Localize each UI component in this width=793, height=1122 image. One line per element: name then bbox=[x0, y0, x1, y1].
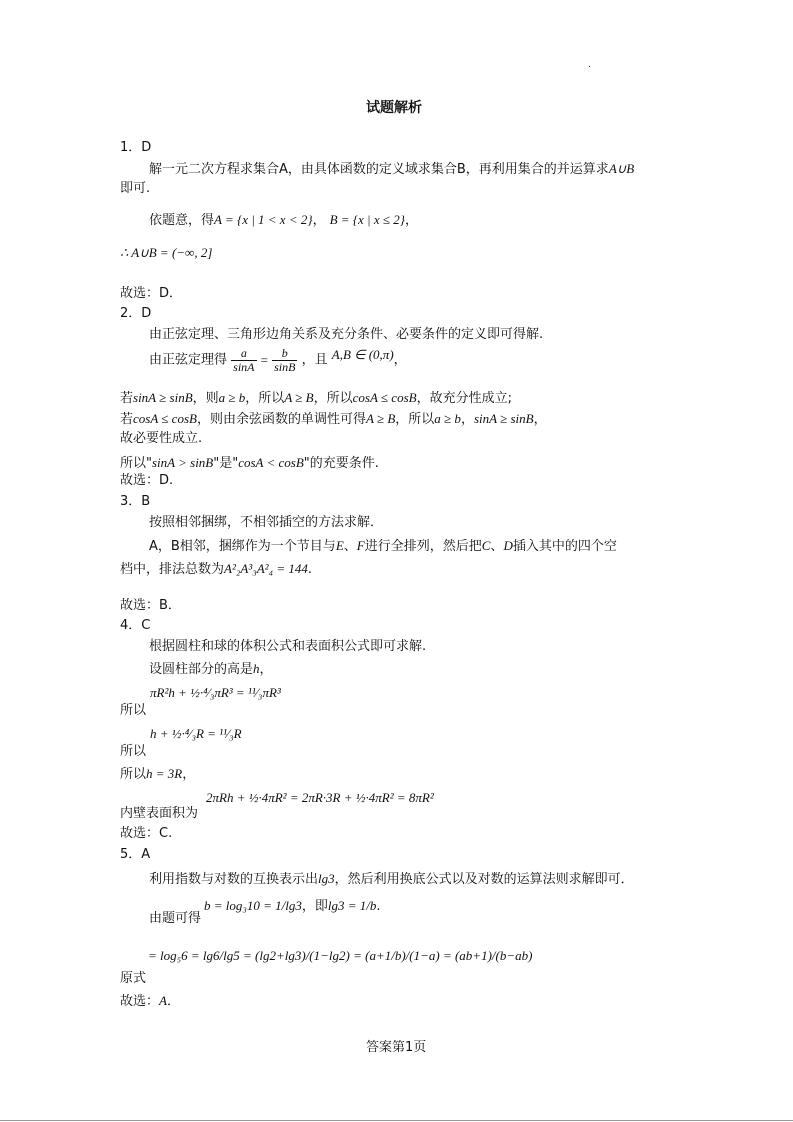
q2-row1 bbox=[120, 390, 512, 407]
q4-number: 4．C bbox=[120, 618, 151, 633]
q2-row4-math2: cosA < cosB bbox=[238, 455, 304, 470]
q2-line2-math: A,B ∈ (0,π) bbox=[331, 347, 394, 362]
q4-step3-end: ， bbox=[182, 767, 196, 782]
q1-line3-text: 依题意，得 bbox=[149, 213, 215, 228]
q4-step1-math: πR²h + ½·⁴⁄₃πR³ = ¹¹⁄₃πR³ bbox=[150, 685, 281, 700]
q4-step4-math: 2πRh + ½·4πR² = 2πR·3R + ½·4πR² = 8πR² bbox=[206, 790, 434, 805]
q2-row4-math1: sinA > sinB bbox=[151, 455, 214, 470]
q2-row1-math3: A ≥ B bbox=[284, 390, 314, 405]
q5-line2-math1: b = log₃10 = 1/lg3 bbox=[204, 898, 302, 913]
q2-row3: 故必要性成立. bbox=[120, 431, 203, 446]
q5-answer-math: A bbox=[159, 993, 167, 1008]
q4-step3 bbox=[120, 766, 195, 783]
q5-line3-math: = log₅6 = lg6/lg5 = (lg2+lg3)/(1−lg2) = (a+1/b)/(1−a) = (ab+1)/(b−ab) bbox=[148, 948, 533, 963]
q2-frac2 bbox=[272, 347, 297, 374]
q3-line2-text-e: 插入其中的四个空 bbox=[512, 539, 617, 554]
q2-row4-text-b: "是" bbox=[213, 456, 239, 471]
q4-step1-label: 所以 bbox=[120, 703, 147, 718]
q3-line2-text-d: 、 bbox=[490, 539, 504, 554]
q1-line2: 即可. bbox=[120, 181, 151, 196]
q3-line2 bbox=[149, 538, 617, 555]
q2-row4 bbox=[120, 455, 379, 472]
q2-line1: 由正弦定理、三角形边角关系及充分条件、必要条件的定义即可得解. bbox=[149, 327, 544, 342]
q1-line3: 依题意，得A = {x | 1 < x < 2}， B = {x | x ≤ 2}， bbox=[149, 212, 418, 228]
q4-line1: 根据圆柱和球的体积公式和表面积公式即可求解. bbox=[149, 639, 427, 654]
q5-answer-text: 故选： bbox=[120, 994, 160, 1009]
q2-row2-text-c: ，所以 bbox=[395, 412, 435, 427]
q2-row1-math2: a ≥ b bbox=[218, 390, 246, 405]
q2-row1-text-d: ，所以 bbox=[313, 391, 353, 406]
q2-row2-text-a: 若 bbox=[120, 412, 134, 427]
q2-row2-math1: cosA ≤ cosB bbox=[133, 411, 197, 426]
q1-line1 bbox=[149, 161, 634, 178]
q5-line3-label: 原式 bbox=[120, 971, 147, 986]
q3-line3-end: . bbox=[307, 562, 313, 577]
q5-line2-end: . bbox=[376, 899, 381, 914]
q4-step2-math: h + ½·⁴⁄₃R = ¹¹⁄₃R bbox=[150, 726, 242, 741]
q5-line2 bbox=[204, 898, 381, 915]
q5-line1-math: lg3 bbox=[318, 871, 335, 886]
q5-line1-text-b: ，然后利用换底公式以及对数的运算法则求解即可． bbox=[334, 872, 634, 887]
q3-line3-math: A²₂A³₃A²₄ = 144 bbox=[224, 561, 308, 576]
q5-line1 bbox=[149, 871, 634, 888]
q2-frac1 bbox=[231, 347, 256, 374]
q3-line2-math1: E bbox=[335, 538, 344, 553]
q3-answer: 故选：B． bbox=[120, 598, 181, 613]
q1-number: 1．D bbox=[120, 140, 152, 155]
q5-number: 5．A bbox=[120, 847, 151, 862]
q4-line2-math: h bbox=[253, 661, 260, 676]
q2-frac1-den: sinA bbox=[233, 360, 255, 375]
q4-step4-label: 内壁表面积为 bbox=[120, 806, 199, 821]
q1-math: A∪B bbox=[608, 161, 635, 176]
q3-line2-math2: F bbox=[356, 538, 365, 553]
q2-row1-text-e: ，故充分性成立; bbox=[416, 391, 512, 406]
q5-line2-math2: lg3 = 1/b bbox=[327, 898, 377, 913]
q2-answer: 故选：D. bbox=[120, 473, 174, 488]
q3-line2-text-a: A，B相邻，捆绑作为一个节目与 bbox=[149, 539, 336, 554]
q2-row2-text-b: ，则由余弦函数的单调性可得 bbox=[196, 412, 366, 427]
q2-number: 2．D bbox=[120, 306, 152, 321]
q5-line1-text-a: 利用指数与对数的互换表示出 bbox=[149, 872, 319, 887]
q4-line2-end: ， bbox=[259, 662, 273, 677]
q2-frac2-num: b bbox=[272, 347, 297, 361]
q2-row2-math3: a ≥ b bbox=[434, 411, 461, 426]
q2-line2-text: 由正弦定理得 bbox=[149, 352, 228, 368]
q2-frac2-den: sinB bbox=[274, 360, 296, 375]
q2-row2-text-e: ， bbox=[533, 412, 547, 427]
q1-set-b: B = {x | x ≤ 2} bbox=[329, 212, 405, 227]
q5-line2-text-b: ，即 bbox=[301, 899, 328, 914]
q2-row2-math4: sinA ≥ sinB bbox=[473, 411, 534, 426]
q3-line2-math4: D bbox=[503, 538, 513, 553]
q4-line2 bbox=[149, 661, 273, 678]
page-footer: 答案第1页 bbox=[366, 1040, 427, 1055]
q3-number: 3．B bbox=[120, 494, 151, 509]
q4-answer: 故选：C. bbox=[120, 826, 173, 841]
q2-row1-text-b: ，则 bbox=[192, 391, 219, 406]
q1-text: 解一元二次方程求集合A，由具体函数的定义域求集合B，再利用集合的并运算求 bbox=[149, 162, 609, 177]
q4-line2-text: 设圆柱部分的高是 bbox=[149, 662, 254, 677]
q1-set-a: A = {x | 1 < x < 2} bbox=[214, 212, 313, 227]
q3-line2-math3: C bbox=[481, 538, 491, 553]
q2-row4-text-c: "的充要条件. bbox=[303, 456, 379, 471]
q2-row1-text-a: 若 bbox=[120, 391, 134, 406]
q1-union: ∴ A∪B = (−∞, 2] bbox=[120, 245, 213, 260]
q1-answer: 故选：D． bbox=[120, 286, 183, 301]
q2-row1-math4: cosA ≤ cosB bbox=[352, 390, 417, 405]
q3-line3 bbox=[120, 561, 312, 578]
q2-row1-math1: sinA ≥ sinB bbox=[133, 390, 193, 405]
q2-row4-text-a: 所以" bbox=[120, 456, 152, 471]
q3-line1: 按照相邻捆绑，不相邻插空的方法求解． bbox=[149, 515, 384, 530]
q2-row2-text-d: ， bbox=[460, 412, 474, 427]
q2-row2 bbox=[120, 411, 547, 428]
page-title: 试题解析 bbox=[366, 100, 422, 116]
q3-line2-text-c: 进行全排列，然后把 bbox=[364, 539, 482, 554]
header-dot: . bbox=[588, 60, 591, 70]
q5-answer-end: ． bbox=[166, 994, 180, 1009]
q4-step2-label: 所以 bbox=[120, 744, 147, 759]
q2-frac1-num: a bbox=[231, 347, 256, 361]
q5-line2-label: 由题可得 bbox=[149, 911, 202, 926]
q4-step3-text: 所以 bbox=[120, 767, 147, 782]
q5-answer bbox=[120, 993, 180, 1010]
q4-step3-math: h = 3R bbox=[146, 766, 183, 781]
page-bottom-rule bbox=[0, 1120, 793, 1121]
q2-line2: 由正弦定理得 $\frac{a}{\sin A}$ = $\frac{b}{\sin B}$ ，且 A,B ∈ (0,π)， bbox=[149, 346, 407, 375]
q3-line3-text: 档中，排法总数为 bbox=[120, 562, 225, 577]
q2-row2-math2: A ≥ B bbox=[365, 411, 396, 426]
q2-row1-text-c: ，所以 bbox=[245, 391, 285, 406]
q2-line2-and: ，且 bbox=[301, 352, 328, 368]
q3-line2-text-b: 、 bbox=[343, 539, 357, 554]
